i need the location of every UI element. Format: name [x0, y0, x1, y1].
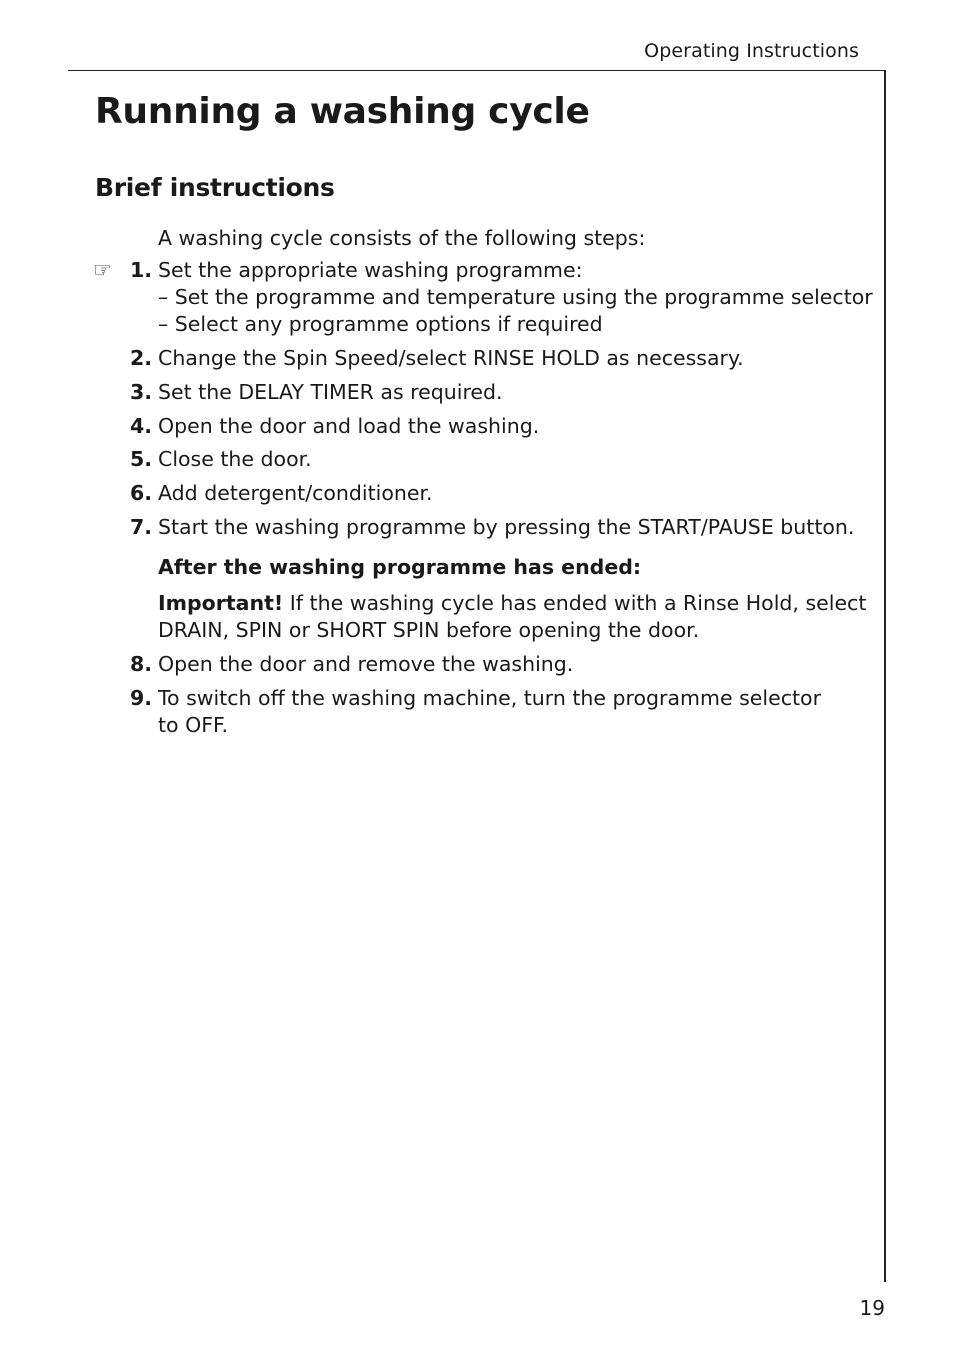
step-text: Add detergent/conditioner. [158, 481, 433, 505]
step-text: Set the appropriate washing programme: [158, 258, 583, 282]
page-number: 19 [859, 1296, 885, 1320]
important-label: Important! [158, 591, 284, 615]
pointing-hand-icon: ☞ [93, 258, 112, 282]
step-text: Set the DELAY TIMER as required. [158, 380, 503, 404]
step-number: 4. [129, 414, 152, 438]
margin-rule [884, 70, 886, 1282]
important-text: If the washing cycle has ended with a Rinse Hold, select [289, 591, 867, 615]
step-number: 9. [129, 686, 152, 710]
important-text-cont: DRAIN, SPIN or SHORT SPIN before opening the door. [158, 618, 700, 642]
step-number: 5. [129, 447, 152, 471]
header-rule [68, 70, 886, 71]
section-heading: Brief instructions [95, 173, 335, 202]
step-text-cont: to OFF. [158, 713, 229, 737]
step-subitem: – Select any programme options if required [158, 312, 603, 336]
step-text: Close the door. [158, 447, 312, 471]
step-text: To switch off the washing machine, turn the programme selector [158, 686, 821, 710]
intro-text: A washing cycle consists of the following steps: [158, 226, 646, 250]
step-number: 7. [129, 515, 152, 539]
step-number: 3. [129, 380, 152, 404]
step-number: 1. [129, 258, 152, 282]
step-subitem: – Set the programme and temperature using the programme selector [158, 285, 873, 309]
step-number: 6. [129, 481, 152, 505]
important-note [158, 590, 866, 617]
step-number: 2. [129, 346, 152, 370]
step-text: Start the washing programme by pressing the START/PAUSE button. [158, 515, 855, 539]
after-programme-heading: After the washing programme has ended: [158, 555, 642, 579]
step-text: Change the Spin Speed/select RINSE HOLD as necessary. [158, 346, 744, 370]
page-title: Running a washing cycle [95, 91, 590, 132]
step-text: Open the door and load the washing. [158, 414, 540, 438]
step-text: Open the door and remove the washing. [158, 652, 574, 676]
step-number: 8. [129, 652, 152, 676]
running-head: Operating Instructions [644, 40, 859, 62]
